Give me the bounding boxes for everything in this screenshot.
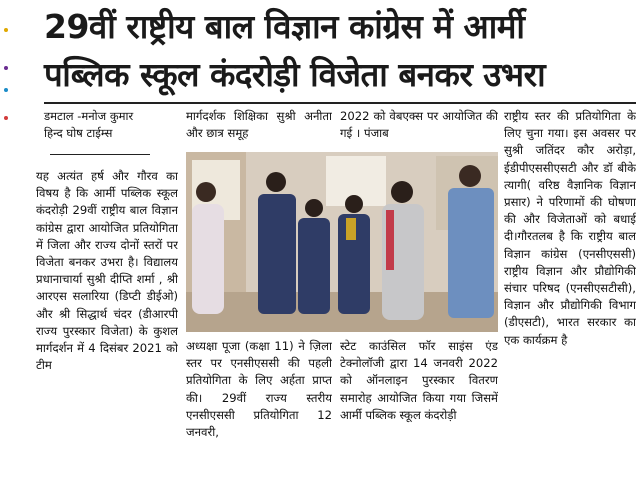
dot-1 [4, 28, 8, 32]
byline-paper: हिन्द घोष टाईम्स [44, 126, 113, 140]
byline [44, 108, 182, 142]
headline-line-1: 29वीं राष्ट्रीय बाल विज्ञान कांग्रेस में आर्मी [44, 7, 525, 46]
dot-3 [4, 88, 8, 92]
byline-rule [50, 154, 150, 155]
news-photo [186, 152, 498, 332]
headline-rule [44, 102, 636, 104]
byline-author: डमटाल -मनोज कुमार [44, 109, 134, 123]
article-column-1: यह अत्यंत हर्ष और गौरव का विषय है कि आर्मी पब्लिक स्कूल कंदरोड़ी 29वीं राष्ट्रीय बाल विज्ञान कांग्रेस द्वारा आयोजित प्रतियोगिता में जिला और राज्य दोनों स्तरों पर विजेता बनकर उभरा है। विद्यालय प्रधानाचार्या सुश्री दीप्ति शर्मा , श्री आरएस सलारिया (डिप्टी डीईओ) और श्री सिद्धार्थ चंदर (डीआरपी राज्य पुरस्कार विजेता) के कुशल मार्गदर्शन में 4 दिसंबर 2021 को टीम [36, 169, 178, 373]
article-column-4: राष्ट्रीय स्तर की प्रतियोगिता के लिए चुना गया। इस अवसर पर सुश्री जतिंदर कौर अरोड़ा, ईडीपीएससीएसटी और डॉ बीके त्यागी( वरिष्ठ वैज्ञानिक विज्ञान प्रसार) ने परिणामों की घोषणा की और विजेताओं को बधाई दी।गौरतलब है कि राष्ट्रीय बाल विज्ञान कांग्रेस (एनसीएससी) राष्ट्रीय विज्ञान और प्रौद्योगिकी संचार परिषद (एनसीएसटीसी), विज्ञान और प्रौद्योगिकी विभाग (डीएसटी), भारत सरकार का एक कार्यक्रम है [504, 109, 636, 347]
dot-4 [4, 116, 8, 120]
article-column-3-top: 2022 को वेबएक्स पर आयोजित की गई । पंजाब [340, 109, 498, 141]
headline-line-2: पब्लिक स्कूल कंदरोड़ी विजेता बनकर उभरा [44, 55, 546, 94]
article-column-2-bottom: अध्यक्षा पूजा (कक्षा 11) ने ज़िला स्तर पर एनसीएससी की पहली प्रतियोगिता के लिए अर्हता प्राप्त की। 29वीं राज्य स्तरीय एनसीएससी प्रतियोगिता 12 जनवरी, [186, 339, 332, 440]
dot-2 [4, 66, 8, 70]
article-column-3-bottom: स्टेट काउंसिल फॉर साइंस एंड टेक्नोलॉजी द्वारा 14 जनवरी 2022 को ऑनलाइन पुरस्कार वितरण समारोह आयोजित किया गया जिसमें आर्मी पब्लिक स्कूल कंदरोड़ी [340, 339, 498, 422]
article-column-2-top: मार्गदर्शक शिक्षिका सुश्री अनीता और छात्र समूह [186, 109, 332, 141]
award-ceremony-photo [186, 152, 498, 332]
